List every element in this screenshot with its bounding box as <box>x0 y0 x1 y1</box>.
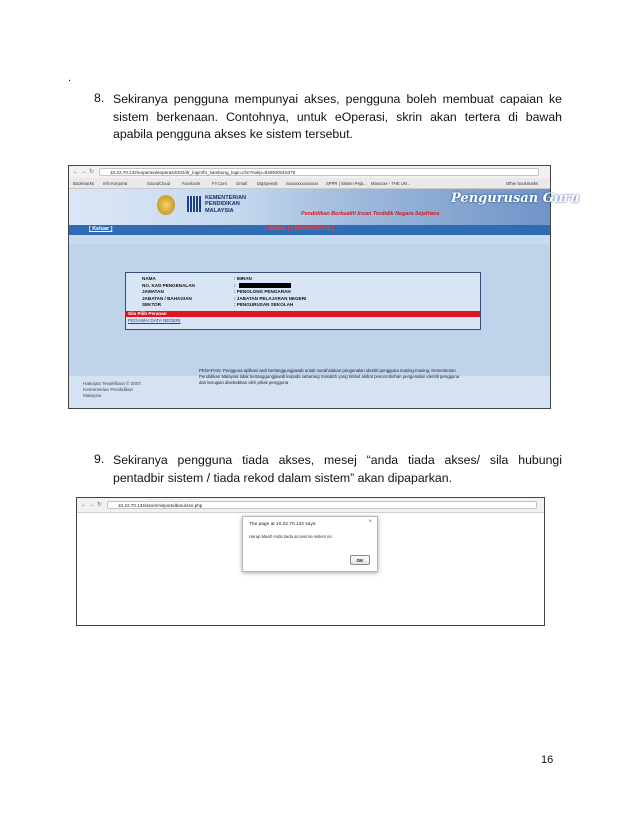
bookmark-item[interactable]: Facebook <box>182 180 201 186</box>
copyright-line: Malaysia <box>83 392 102 398</box>
bookmark-item[interactable]: Gmail <box>236 180 247 186</box>
user-identity: [ IMRAN ] [ 840930015375 ] <box>265 226 334 232</box>
address-bar[interactable]: 10.22.70.132/eoperasi/eoperasiSSO/dr_login/fn_sambung_login.cfm?nokp=840930015375 <box>99 168 539 176</box>
forward-icon[interactable]: → <box>89 502 95 508</box>
disclaimer-line: dan kerugian disebabkan oleh pihak pengguna <box>199 379 289 385</box>
user-info-panel <box>125 272 481 330</box>
item-9-line: Sekiranya pengguna tiada akses, mesej “anda tiada akses/ sila hubungi <box>113 453 562 467</box>
site-banner <box>69 189 580 225</box>
ok-button[interactable]: OK <box>350 555 370 565</box>
disclaimer-line: PENAFIAN: Pengguna aplikasi web bertanggungjawab untuk merahsiakan pengenalan identiti pengguna masing-masing. Kementerian <box>199 368 456 373</box>
bookmark-item[interactable]: SoundCloud <box>147 180 171 186</box>
bookmark-item[interactable]: FY.Com <box>212 180 227 186</box>
item-9-line: pentadbir sistem / tiada rekod dalam sistem” akan dipaparkan. <box>113 470 453 485</box>
browser-toolbar <box>77 498 544 513</box>
bookmark-item[interactable]: Bookmarks <box>73 180 94 186</box>
alert-dialog <box>242 516 378 572</box>
item-8-number: 8. <box>94 91 105 105</box>
item-9-number: 9. <box>94 452 105 466</box>
copyright-line: Hakcipta Terpelihara © 2007. <box>83 381 143 386</box>
role-header-bar <box>126 311 480 317</box>
site-footer <box>69 368 550 408</box>
role-header: Sila Pilih Peranan <box>128 311 167 317</box>
address-bar[interactable]: 10.22.70.134/sso/emisportalbaru/sso.php <box>107 501 537 509</box>
bookmark-item[interactable]: SPPR | Sistem Peja... <box>326 180 367 186</box>
dialog-message: Harap Maaf! Anda tiada access ke sistem ini. <box>249 534 333 539</box>
close-icon[interactable]: × <box>368 519 372 525</box>
reload-icon[interactable]: ↻ <box>97 502 103 508</box>
role-link[interactable]: PEGAWAI DATA NEGERI <box>128 318 181 323</box>
copyright-line: Kementerian Pendidikan <box>83 386 134 392</box>
ministry-line: MALAYSIA <box>205 207 234 214</box>
page-number: 16 <box>541 754 554 766</box>
info-label: JABATAN / BAHAGIAN <box>142 295 192 301</box>
disclaimer <box>199 368 544 385</box>
info-label: SEKTOR <box>142 302 162 307</box>
forward-icon[interactable]: → <box>81 169 87 175</box>
coat-of-arms-icon <box>157 195 175 215</box>
back-icon[interactable]: ← <box>73 169 79 175</box>
bookmark-item[interactable]: Other bookmarks <box>506 180 539 186</box>
bookmark-item[interactable]: DigSpeeds <box>257 180 278 186</box>
item-9-text <box>113 452 562 487</box>
bullet-mark: . <box>68 72 72 84</box>
ministry-logo-icon <box>187 196 201 212</box>
logout-link[interactable]: [ Keluar ] <box>89 226 113 232</box>
nav-strip <box>69 235 550 244</box>
copyright <box>83 381 142 398</box>
bookmark-item[interactable]: Maxcoxx - THE UN... <box>371 180 411 186</box>
bookmark-item[interactable]: ixxxxxxxxxxxxxxx <box>286 180 319 186</box>
redacted-id <box>239 283 291 288</box>
eoperasi-screenshot <box>68 165 580 409</box>
bookmarks-bar <box>69 178 550 189</box>
no-access-screenshot <box>76 497 545 626</box>
ministry-line: PENDIDIKAN <box>205 201 240 208</box>
back-icon[interactable]: ← <box>81 502 87 508</box>
reload-icon[interactable]: ↻ <box>89 169 95 175</box>
info-value: : IMRAN <box>234 276 252 281</box>
item-8-line: Sekiranya pengguna mempunyai akses, pengguna boleh membuat capaian ke <box>113 92 562 106</box>
info-value: : <box>234 282 236 288</box>
info-value: : PENOLONG PENGARAH <box>234 289 291 294</box>
system-title: Pengurusan Guru <box>451 191 580 206</box>
info-value: : PENGURUSAN SEKOLAH <box>234 302 294 307</box>
disclaimer-line: Pendidikan Malaysia tidak bertanggungjawab kepada sebarang masalah yang timbul akibat pencerobohan pengenalan identiti pengguna <box>199 373 460 379</box>
content-area <box>69 244 550 376</box>
info-label: JAWATAN <box>142 289 164 294</box>
item-8-text <box>113 91 562 144</box>
item-8-line: sistem berkenaan. Contohnya, untuk eOperasi, skrin akan tertera di bawah <box>113 109 562 124</box>
item-8-line: apabila pengguna akses ke sistem tersebut. <box>113 127 353 141</box>
dialog-title: The page at 10.22.70.134 says: <box>249 522 317 527</box>
ministry-line: KEMENTERIAN <box>205 195 247 201</box>
info-value: : JABATAN PELAJARAN NEGERI <box>234 295 307 301</box>
user-bar <box>69 225 550 235</box>
info-label: NO. KAD PENGENALAN <box>142 282 195 288</box>
ministry-name <box>205 195 246 214</box>
info-label: NAMA <box>142 276 156 281</box>
tagline: Pendidikan Berkualiti Insan Terdidik Negara Sejahtera <box>301 211 440 217</box>
bookmark-item[interactable]: Info Korporat <box>103 180 128 186</box>
